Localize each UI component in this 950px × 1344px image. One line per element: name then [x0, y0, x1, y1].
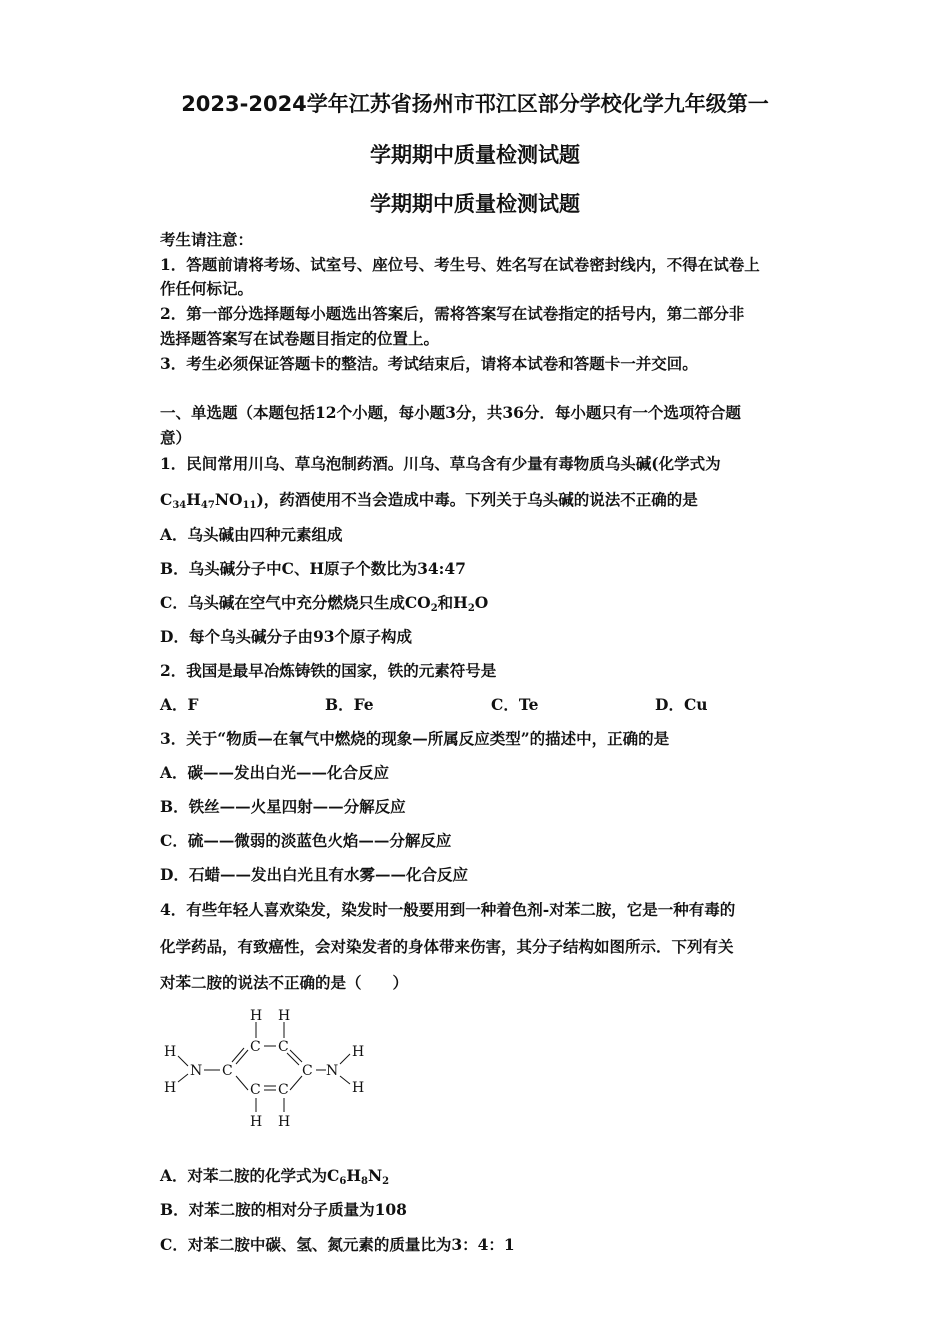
q1-formula-c: C	[160, 490, 173, 509]
q2-option-b: B．Fe	[325, 695, 374, 714]
mol-c-4: C	[302, 1063, 313, 1079]
section-heading-cont: 意）	[160, 428, 192, 447]
q4-option-a-n: N	[367, 1166, 383, 1185]
page-title-line1: 2023-2024学年江苏省扬州市邗江区部分学校化学九年级第一	[181, 92, 769, 116]
mol-h-1: H	[164, 1044, 177, 1060]
q4-stem: 4．有些年轻人喜欢染发，染发时一般要用到一种着色剂-对苯二胺，它是一种有毒的	[160, 900, 736, 919]
q1-option-c-end: O	[474, 593, 489, 612]
q4-stem-cont-1: 化学药品，有致癌性，会对染发者的身体带来伤害，其分子结构如图所示．下列有关	[160, 937, 734, 956]
q1-option-a: A．乌头碱由四种元素组成	[160, 525, 343, 544]
notice-item-2-cont: 选择题答案写在试卷题目指定的位置上。	[160, 329, 440, 348]
q1-stem-tail: )，药酒使用不当会造成中毒。下列关于乌头碱的说法不正确的是	[256, 490, 698, 509]
mol-h-2: H	[164, 1080, 177, 1096]
q4-option-a-sub-h: 8	[361, 1176, 368, 1187]
q2-option-c: C．Te	[491, 695, 539, 714]
q4-option-a	[160, 1164, 389, 1186]
mol-c-5: C	[250, 1082, 261, 1098]
q1-formula-o-count: 11	[242, 500, 257, 511]
q4-option-a-h: H	[346, 1166, 361, 1185]
mol-h-7: H	[250, 1114, 263, 1130]
mol-c-3: C	[278, 1039, 289, 1055]
notice-item-1-cont: 作任何标记。	[160, 279, 254, 298]
notice-item-2: 2．第一部分选择题每小题选出答案后，需将答案写在试卷指定的括号内，第二部分非	[160, 304, 745, 323]
q1-option-d: D．每个乌头碱分子由93个原子构成	[160, 627, 413, 646]
q4-option-a-text: A．对苯二胺的化学式为C	[160, 1166, 340, 1185]
mol-c-6: C	[278, 1082, 289, 1098]
mol-n-left: N	[190, 1063, 203, 1079]
page-title-line3: 学期期中质量检测试题	[370, 192, 580, 216]
q1-formula-h-count: 47	[200, 500, 215, 511]
q3-option-b: B．铁丝——火星四射——分解反应	[160, 797, 406, 816]
page-title-line2: 学期期中质量检测试题	[370, 143, 580, 167]
q1-option-c-mid: 和H	[437, 593, 468, 612]
section-heading: 一、单选题（本题包括12个小题，每小题3分，共36分．每小题只有一个选项符合题	[160, 403, 741, 422]
q4-stem-cont-2: 对苯二胺的说法不正确的是（ ）	[160, 973, 409, 992]
q1-option-b: B．乌头碱分子中C、H原子个数比为34:47	[160, 559, 466, 578]
q2-option-d: D．Cu	[655, 695, 708, 714]
q4-option-a-sub-c: 6	[339, 1176, 347, 1187]
q3-option-c: C．硫——微弱的淡蓝色火焰——分解反应	[160, 831, 452, 850]
mol-c-2: C	[250, 1039, 261, 1055]
mol-c-1: C	[222, 1063, 233, 1079]
q1-option-c	[160, 591, 488, 613]
q2-option-a: A．F	[160, 695, 199, 714]
mol-h-6: H	[278, 1008, 291, 1024]
q1-formula-c-count: 34	[172, 500, 187, 511]
q1-option-c-sub2: 2	[467, 603, 475, 614]
q3-stem: 3．关于“物质—在氧气中燃烧的现象—所属反应类型”的描述中，正确的是	[160, 729, 670, 748]
q1-stem-cont	[160, 488, 698, 510]
mol-h-3: H	[352, 1044, 365, 1060]
notice-item-1: 1．答题前请将考场、试室号、座位号、考生号、姓名写在试卷密封线内，不得在试卷上	[160, 255, 760, 274]
q1-option-c-text: C．乌头碱在空气中充分燃烧只生成CO	[160, 593, 431, 612]
p-phenylenediamine-structure	[158, 1004, 378, 1134]
q4-option-b: B．对苯二胺的相对分子质量为108	[160, 1200, 407, 1219]
mol-h-8: H	[278, 1114, 291, 1130]
q1-stem: 1．民间常用川乌、草乌泡制药酒。川乌、草乌含有少量有毒物质乌头碱(化学式为	[160, 454, 721, 473]
q2-stem: 2．我国是最早冶炼铸铁的国家，铁的元素符号是	[160, 661, 497, 680]
q3-option-a: A．碳——发出白光——化合反应	[160, 763, 390, 782]
mol-h-5: H	[250, 1008, 263, 1024]
mol-n-right: N	[326, 1063, 339, 1079]
q1-formula-h: H	[186, 490, 201, 509]
q4-option-a-sub-n: 2	[382, 1176, 390, 1187]
q4-option-c: C．对苯二胺中碳、氢、氮元素的质量比为3：4：1	[160, 1235, 515, 1254]
notice-item-3: 3．考生必须保证答题卡的整洁。考试结束后，请将本试卷和答题卡一并交回。	[160, 354, 698, 373]
mol-h-4: H	[352, 1080, 365, 1096]
q1-option-c-sub1: 2	[430, 603, 438, 614]
q3-option-d: D．石蜡——发出白光且有水雾——化合反应	[160, 865, 468, 884]
q1-formula-no: NO	[214, 490, 243, 509]
notice-heading: 考生请注意：	[160, 230, 254, 249]
